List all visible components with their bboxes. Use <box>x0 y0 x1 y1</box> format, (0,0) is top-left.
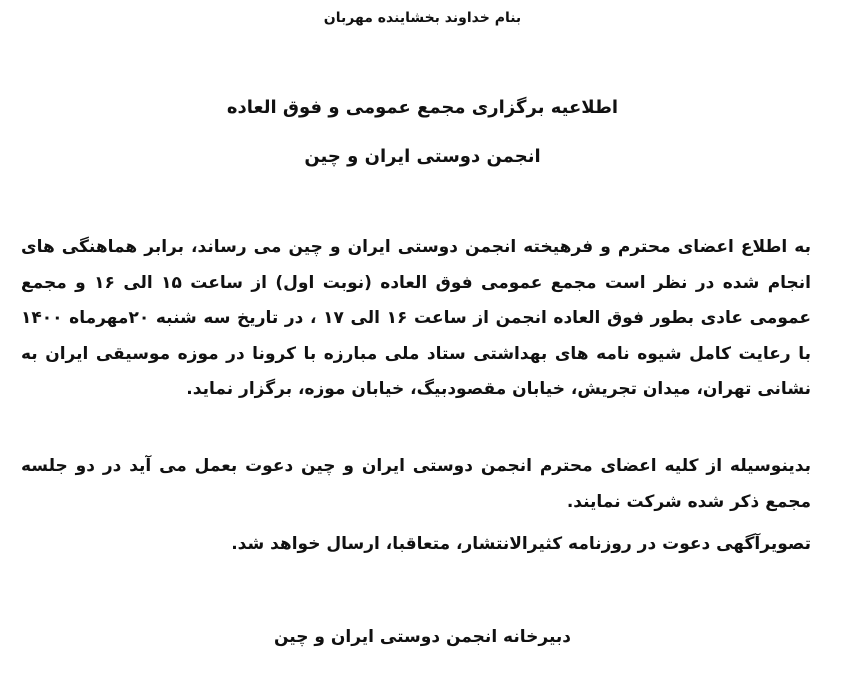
body-paragraph-meeting-details: به اطلاع اعضای محترم و فرهیخته انجمن دوستی ایران و چین می رساند، برابر هماهنگی های انجام شده در نظر است مجمع عمومی فوق العاده (نوبت اول) از ساعت ۱۵ الی ۱۶ و مجمع عمومی عادی بطور فوق العاده انجمن از ساعت ۱۶ الی ۱۷ ، در تاریخ سه شنبه ۲۰مهرماه ۱۴۰۰ با رعایت کامل شیوه نامه های بهداشتی ستاد ملی مبارزه با کرونا در موزه موسیقی ایران به نشانی تهران، میدان تجریش، خیابان مقصودبیگ، خیابان موزه، برگزار نماید. <box>21 237 812 399</box>
announcement-title: اطلاعیه برگزاری مجمع عمومی و فوق العاده <box>226 97 619 118</box>
organization-title: انجمن دوستی ایران و چین <box>304 146 541 167</box>
signature-secretariat: دبیرخانه انجمن دوستی ایران و چین <box>273 627 572 647</box>
basmala-heading: بنام خداوند بخشاینده مهربان <box>323 10 522 26</box>
body-paragraph-newspaper-notice: تصویرآگهی دعوت در روزنامه کثیرالانتشار، متعاقبا، ارسال خواهد شد. <box>231 534 811 554</box>
body-paragraph-invitation: بدینوسیله از کلیه اعضای محترم انجمن دوستی ایران و چین دعوت بعمل می آید در دو جلسه مجمع ذکر شده شرکت نمایند. <box>21 456 811 512</box>
